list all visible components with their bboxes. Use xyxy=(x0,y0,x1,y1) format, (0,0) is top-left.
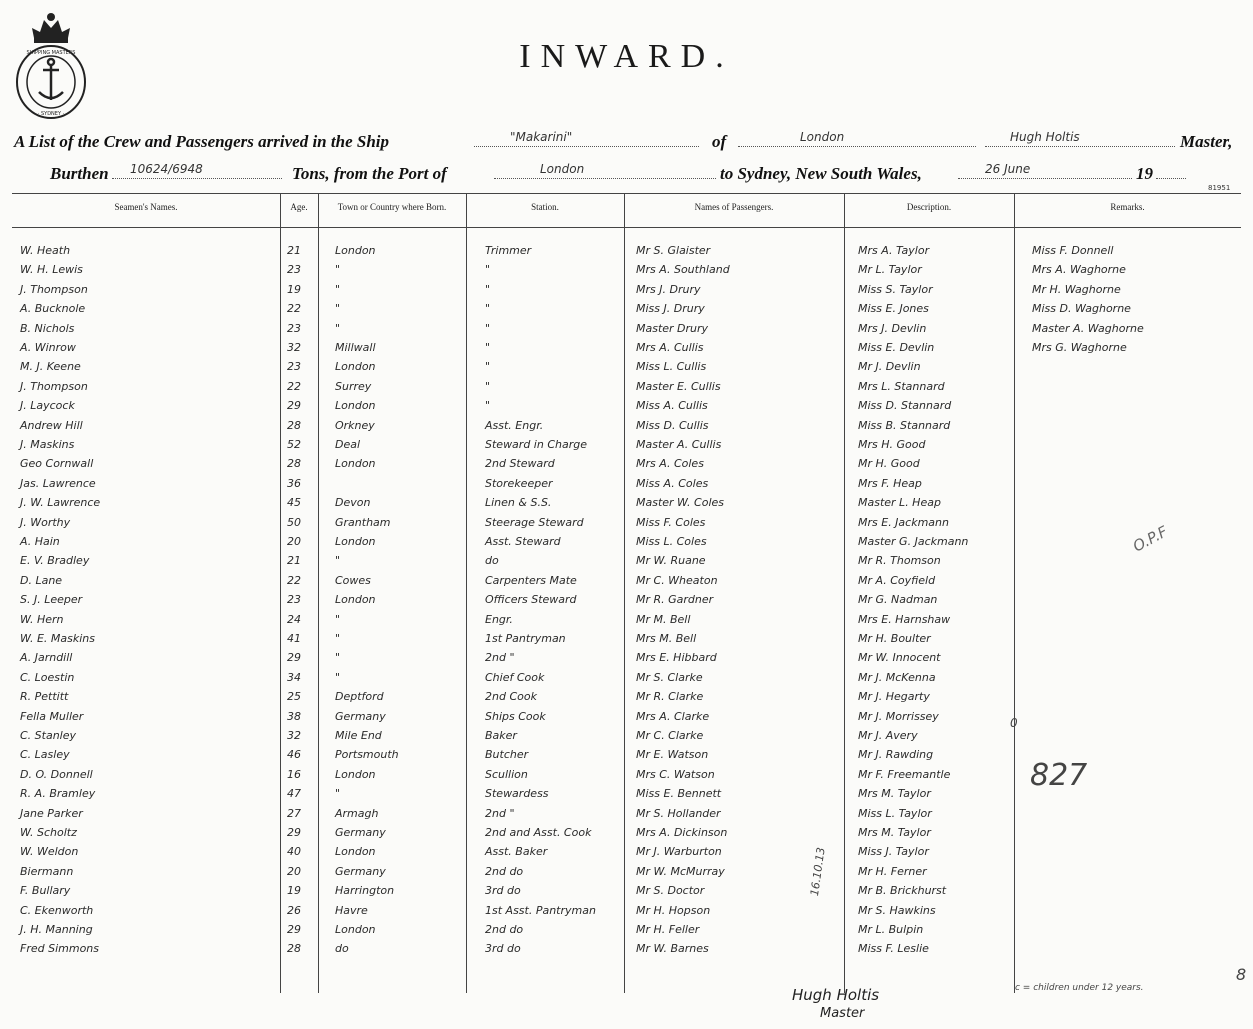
seaman-name: W. E. Maskins xyxy=(20,632,96,645)
col-header-town: Town or Country where Born. xyxy=(337,202,447,212)
table-row xyxy=(0,360,1253,378)
station: " xyxy=(485,263,491,277)
master-name: Hugh Holtis xyxy=(1010,130,1080,144)
seaman-name: J. Maskins xyxy=(20,438,75,451)
passenger-description: Mrs F. Heap xyxy=(858,476,922,490)
station: 3rd do xyxy=(485,942,521,956)
birthplace: Havre xyxy=(335,903,368,917)
table-row xyxy=(0,457,1253,475)
remark: Master A. Waghorne xyxy=(1032,321,1144,335)
age: 22 xyxy=(287,573,301,587)
birthplace: " xyxy=(335,321,341,335)
birthplace: Devon xyxy=(335,496,371,510)
seaman-name: F. Bullary xyxy=(20,884,71,898)
passenger-name: Mr S. Glaister xyxy=(636,244,711,257)
remark: Miss F. Donnell xyxy=(1032,244,1114,257)
table-row xyxy=(0,904,1253,922)
passenger-description: Master L. Heap xyxy=(858,496,941,510)
age: 16 xyxy=(287,767,301,781)
age: 19 xyxy=(287,282,301,296)
birthplace: Orkney xyxy=(335,418,375,432)
age: 26 xyxy=(287,903,301,917)
age: 20 xyxy=(287,535,301,548)
birthplace: " xyxy=(335,302,341,316)
passenger-description: Mrs A. Taylor xyxy=(858,244,930,257)
passenger-name: Mrs A. Dickinson xyxy=(636,826,728,839)
ship-port: London xyxy=(800,130,845,144)
age: 46 xyxy=(287,748,301,762)
table-row xyxy=(0,923,1253,941)
age: 34 xyxy=(287,670,301,684)
passenger-name: Mr S. Hollander xyxy=(636,806,721,820)
birthplace: " xyxy=(335,554,341,568)
age: 22 xyxy=(287,302,301,316)
seaman-name: R. A. Bramley xyxy=(20,787,96,801)
station: Trimmer xyxy=(485,244,532,257)
passenger-description: Mr H. Good xyxy=(858,457,920,471)
passenger-name: Miss L. Cullis xyxy=(636,360,707,374)
arrival-date: 26 June xyxy=(985,162,1031,176)
birthplace: London xyxy=(335,845,376,859)
passenger-name: Mrs M. Bell xyxy=(636,632,697,645)
passenger-name: Mr R. Gardner xyxy=(636,593,714,607)
passenger-name: Mr J. Warburton xyxy=(636,845,722,859)
passenger-name: Mr H. Feller xyxy=(636,923,700,936)
seaman-name: C. Stanley xyxy=(20,729,77,742)
seaman-name: S. J. Leeper xyxy=(20,593,83,607)
seaman-name: J. H. Manning xyxy=(20,923,93,936)
remark: Mrs A. Waghorne xyxy=(1032,263,1126,277)
passenger-name: Master Drury xyxy=(636,321,709,335)
station: 2nd Steward xyxy=(485,457,555,471)
seaman-name: J. Worthy xyxy=(20,515,71,529)
age: 28 xyxy=(287,418,301,432)
table-row xyxy=(0,729,1253,747)
table-top-rule xyxy=(12,193,1241,194)
passenger-name: Mrs A. Cullis xyxy=(636,341,704,354)
passenger-description: Mrs E. Harnshaw xyxy=(858,612,951,626)
passenger-description: Master G. Jackmann xyxy=(858,535,969,548)
seaman-name: E. V. Bradley xyxy=(20,554,90,568)
ship-name-line xyxy=(474,132,699,147)
birthplace: " xyxy=(335,651,341,665)
station: 2nd " xyxy=(485,806,515,820)
passenger-description: Mr J. Avery xyxy=(858,729,918,742)
birthplace: do xyxy=(335,942,349,956)
station: Ships Cook xyxy=(485,709,546,723)
passenger-description: Miss J. Taylor xyxy=(858,845,929,859)
age: 45 xyxy=(287,496,301,510)
passenger-name: Mrs J. Drury xyxy=(636,282,701,296)
passenger-description: Mrs M. Taylor xyxy=(858,787,931,801)
col-header-station: Station. xyxy=(531,202,559,212)
station: Chief Cook xyxy=(485,670,545,684)
birthplace: Portsmouth xyxy=(335,748,399,762)
passenger-description: Mrs E. Jackmann xyxy=(858,515,949,529)
station: Steward in Charge xyxy=(485,438,587,451)
passenger-description: Miss B. Stannard xyxy=(858,418,951,432)
table-row xyxy=(0,399,1253,417)
table-row xyxy=(0,554,1253,572)
age: 27 xyxy=(287,806,301,820)
margin-number: 8 xyxy=(1236,965,1247,984)
table-row xyxy=(0,535,1253,553)
passenger-name: Miss E. Bennett xyxy=(636,787,722,801)
passenger-name: Mr S. Clarke xyxy=(636,670,703,684)
table-row xyxy=(0,516,1253,534)
age: 21 xyxy=(287,554,301,568)
passenger-description: Mr J. Morrissey xyxy=(858,709,939,723)
passenger-name: Miss L. Coles xyxy=(636,535,707,548)
age: 29 xyxy=(287,399,301,413)
tons-from-port-label: Tons, from the Port of xyxy=(292,164,447,183)
age: 36 xyxy=(287,476,301,490)
year-prefix: 19 xyxy=(1136,164,1153,183)
table-row xyxy=(0,574,1253,592)
seaman-name: D. O. Donnell xyxy=(20,767,93,781)
table-row xyxy=(0,845,1253,863)
station: Carpenters Mate xyxy=(485,573,577,587)
station: Asst. Steward xyxy=(485,535,561,548)
seaman-name: W. Hern xyxy=(20,612,64,626)
table-row xyxy=(0,671,1253,689)
age: 23 xyxy=(287,263,301,277)
passenger-description: Mrs L. Stannard xyxy=(858,379,945,393)
table-row xyxy=(0,438,1253,456)
birthplace: London xyxy=(335,535,376,548)
passenger-description: Mr H. Boulter xyxy=(858,632,931,645)
birthplace: " xyxy=(335,263,341,277)
burthen-value: 10624/6948 xyxy=(130,162,203,176)
passenger-description: Mrs H. Good xyxy=(858,438,926,451)
birthplace: Cowes xyxy=(335,573,371,587)
age: 29 xyxy=(287,651,301,665)
table-row xyxy=(0,613,1253,631)
col-header-remarks: Remarks. xyxy=(1110,202,1145,212)
table-row xyxy=(0,477,1253,495)
age: 22 xyxy=(287,379,301,393)
master-label: Master, xyxy=(1180,132,1233,151)
age: 47 xyxy=(287,787,301,801)
birthplace: Millwall xyxy=(335,341,376,354)
birthplace: " xyxy=(335,282,341,296)
remark: Miss D. Waghorne xyxy=(1032,302,1131,316)
passenger-description: Mr R. Thomson xyxy=(858,554,941,568)
passenger-name: Mrs A. Clarke xyxy=(636,709,710,723)
marginal-initials: O.P.F xyxy=(1129,522,1171,556)
passenger-name: Mr W. Barnes xyxy=(636,942,709,956)
seaman-name: Andrew Hill xyxy=(20,418,83,432)
passenger-description: Miss S. Taylor xyxy=(858,282,933,296)
master-signature: Hugh Holtis xyxy=(792,986,880,1004)
age: 28 xyxy=(287,457,301,471)
birthplace: Germany xyxy=(335,709,386,723)
passenger-name: Mrs C. Watson xyxy=(636,767,715,781)
master-signature-title: Master xyxy=(820,1006,865,1021)
table-row xyxy=(0,942,1253,960)
birthplace: Germany xyxy=(335,864,386,878)
station: Baker xyxy=(485,729,517,742)
passenger-name: Miss F. Coles xyxy=(636,515,706,529)
table-row xyxy=(0,244,1253,262)
birthplace: " xyxy=(335,632,341,645)
passenger-description: Miss L. Taylor xyxy=(858,806,932,820)
passenger-description: Mrs M. Taylor xyxy=(858,826,931,839)
seaman-name: J. Thompson xyxy=(20,282,88,296)
passenger-name: Master W. Coles xyxy=(636,496,724,510)
passenger-description: Mr J. McKenna xyxy=(858,670,936,684)
passenger-name: Mrs E. Hibbard xyxy=(636,651,717,665)
col-header-description: Description. xyxy=(906,202,952,212)
age: 20 xyxy=(287,864,301,878)
seaman-name: W. H. Lewis xyxy=(20,263,83,277)
birthplace: Harrington xyxy=(335,884,395,898)
seaman-name: C. Lasley xyxy=(20,748,70,762)
table-row xyxy=(0,419,1253,437)
seaman-name: B. Nichols xyxy=(20,321,75,335)
age: 25 xyxy=(287,690,301,704)
seaman-name: A. Hain xyxy=(20,535,60,548)
seaman-name: Biermann xyxy=(20,864,74,878)
passenger-description: Mr F. Freemantle xyxy=(858,767,951,781)
station: Butcher xyxy=(485,748,529,762)
table-row xyxy=(0,263,1253,281)
table-row xyxy=(0,593,1253,611)
birthplace: Mile End xyxy=(335,729,382,742)
birthplace: London xyxy=(335,457,376,471)
age: 41 xyxy=(287,632,301,645)
table-row xyxy=(0,690,1253,708)
birthplace: " xyxy=(335,612,341,626)
birthplace: London xyxy=(335,923,376,936)
table-row xyxy=(0,341,1253,359)
table-row xyxy=(0,651,1253,669)
birthplace: London xyxy=(335,399,376,413)
age: 23 xyxy=(287,593,301,607)
age: 23 xyxy=(287,321,301,335)
table-header-rule xyxy=(12,227,1241,228)
passenger-name: Mr R. Clarke xyxy=(636,690,704,704)
table-row xyxy=(0,865,1253,883)
station: 1st Asst. Pantryman xyxy=(485,903,596,917)
seaman-name: Jane Parker xyxy=(20,806,83,820)
passenger-description: Mr G. Nadman xyxy=(858,593,938,607)
seaman-name: W. Heath xyxy=(20,244,71,257)
seaman-name: Geo Cornwall xyxy=(20,457,94,471)
station: Linen & S.S. xyxy=(485,496,552,510)
seaman-name: A. Jarndill xyxy=(20,651,73,665)
seaman-name: D. Lane xyxy=(20,573,63,587)
age: 24 xyxy=(287,612,301,626)
station: " xyxy=(485,282,491,296)
passenger-description: Miss E. Jones xyxy=(858,302,929,316)
passenger-description: Miss E. Devlin xyxy=(858,341,935,354)
passenger-name: Miss D. Cullis xyxy=(636,418,709,432)
table-row xyxy=(0,826,1253,844)
table-row xyxy=(0,283,1253,301)
ship-list-heading: A List of the Crew and Passengers arrived in the Ship xyxy=(14,132,389,151)
passenger-description: Miss D. Stannard xyxy=(858,399,952,413)
age: 52 xyxy=(287,438,301,451)
station: 2nd " xyxy=(485,651,515,665)
passenger-description: Mr L. Bulpin xyxy=(858,923,924,936)
age: 19 xyxy=(287,884,301,898)
passenger-description: Mr W. Innocent xyxy=(858,651,941,665)
station: Asst. Baker xyxy=(485,845,548,859)
station: " xyxy=(485,360,491,374)
passenger-description: Mr A. Coyfield xyxy=(858,573,936,587)
seaman-name: J. W. Lawrence xyxy=(20,496,101,510)
col-header-passengers: Names of Passengers. xyxy=(694,202,774,212)
station: " xyxy=(485,379,491,393)
station: Storekeeper xyxy=(485,476,553,490)
passenger-description: Mr J. Rawding xyxy=(858,748,934,762)
age: 38 xyxy=(287,709,301,723)
station: Officers Steward xyxy=(485,593,577,607)
svg-text:· SYDNEY ·: · SYDNEY · xyxy=(37,111,65,117)
passenger-name: Mrs A. Southland xyxy=(636,263,730,277)
station: 2nd do xyxy=(485,864,524,878)
birthplace: Germany xyxy=(335,826,386,839)
age: 40 xyxy=(287,845,301,859)
passenger-name: Mr W. Ruane xyxy=(636,554,706,568)
passenger-name: Miss A. Coles xyxy=(636,476,709,490)
handwritten-number: 827 xyxy=(1030,758,1088,793)
birthplace: London xyxy=(335,360,376,374)
seaman-name: R. Pettitt xyxy=(20,690,69,704)
table-row xyxy=(0,884,1253,902)
form-number: 81951 xyxy=(1208,184,1231,192)
of-label: of xyxy=(712,132,727,151)
margin-mark: 0 xyxy=(1010,716,1018,730)
remark: Mrs G. Waghorne xyxy=(1032,341,1127,354)
passenger-name: Mrs A. Coles xyxy=(636,457,704,471)
station: Scullion xyxy=(485,767,528,781)
ship-port-line xyxy=(738,132,976,147)
birthplace: Deal xyxy=(335,438,361,451)
seaman-name: W. Scholtz xyxy=(20,826,77,839)
station: " xyxy=(485,321,491,335)
passenger-description: Mr J. Devlin xyxy=(858,360,921,374)
station: do xyxy=(485,554,499,568)
children-footnote: c = children under 12 years. xyxy=(1015,983,1144,993)
seaman-name: Jas. Lawrence xyxy=(20,476,96,490)
passenger-description: Mr B. Brickhurst xyxy=(858,884,947,898)
passenger-description: Mr S. Hawkins xyxy=(858,903,936,917)
birthplace: " xyxy=(335,670,341,684)
table-row xyxy=(0,807,1253,825)
side-date-stamp: 16.10.13 xyxy=(808,846,828,897)
col-header-age: Age. xyxy=(290,202,308,212)
station: Asst. Engr. xyxy=(485,418,544,432)
passenger-name: Miss A. Cullis xyxy=(636,399,708,413)
passenger-name: Mr C. Clarke xyxy=(636,729,704,742)
seaman-name: M. J. Keene xyxy=(20,360,81,374)
table-row xyxy=(0,302,1253,320)
age: 32 xyxy=(287,341,301,354)
age: 29 xyxy=(287,923,301,936)
table-row xyxy=(0,710,1253,728)
birthplace: Armagh xyxy=(335,806,379,820)
birthplace: London xyxy=(335,767,376,781)
svg-text:SHIPPING MASTERS: SHIPPING MASTERS xyxy=(26,50,76,56)
station: Stewardess xyxy=(485,787,549,801)
station: 2nd and Asst. Cook xyxy=(485,826,592,839)
passenger-description: Mrs J. Devlin xyxy=(858,321,927,335)
seaman-name: Fred Simmons xyxy=(20,942,99,956)
burthen-label: Burthen xyxy=(50,164,109,183)
station: " xyxy=(485,341,491,354)
seaman-name: A. Winrow xyxy=(20,341,76,354)
station: 3rd do xyxy=(485,884,521,898)
passenger-name: Mr C. Wheaton xyxy=(636,573,718,587)
seaman-name: Fella Muller xyxy=(20,709,84,723)
passenger-name: Master E. Cullis xyxy=(636,379,721,393)
passenger-name: Mr S. Doctor xyxy=(636,884,705,898)
birthplace: Deptford xyxy=(335,690,384,704)
passenger-description: Miss F. Leslie xyxy=(858,942,929,956)
station: 1st Pantryman xyxy=(485,632,566,645)
ship-name: "Makarini" xyxy=(510,130,573,144)
passenger-name: Master A. Cullis xyxy=(636,438,722,451)
page-title: INWARD. xyxy=(519,38,734,75)
station: 2nd do xyxy=(485,923,524,936)
birthplace: " xyxy=(335,787,341,801)
age: 23 xyxy=(287,360,301,374)
birthplace: London xyxy=(335,244,376,257)
seaman-name: J. Thompson xyxy=(20,379,88,393)
birthplace: Surrey xyxy=(335,379,372,393)
station: Steerage Steward xyxy=(485,515,584,529)
passenger-name: Mr H. Hopson xyxy=(636,903,711,917)
passenger-description: Mr L. Taylor xyxy=(858,263,922,277)
passenger-description: Mr J. Hegarty xyxy=(858,690,930,704)
table-row xyxy=(0,496,1253,514)
station: " xyxy=(485,399,491,413)
birthplace: London xyxy=(335,593,376,607)
remark: Mr H. Waghorne xyxy=(1032,282,1121,296)
seaman-name: W. Weldon xyxy=(20,845,79,859)
passenger-name: Mr E. Watson xyxy=(636,748,709,762)
seaman-name: J. Laycock xyxy=(20,399,75,413)
col-header-seamen: Seamen's Names. xyxy=(114,202,178,212)
from-port: London xyxy=(540,162,585,176)
birthplace: Grantham xyxy=(335,515,391,529)
from-port-line xyxy=(494,164,716,179)
age: 50 xyxy=(287,515,301,529)
year-line xyxy=(1156,164,1186,179)
seaman-name: C. Loestin xyxy=(20,670,75,684)
seaman-name: C. Ekenworth xyxy=(20,903,94,917)
to-sydney-label: to Sydney, New South Wales, xyxy=(720,164,922,183)
passenger-name: Mr W. McMurray xyxy=(636,864,725,878)
station: 2nd Cook xyxy=(485,690,537,704)
seaman-name: A. Bucknole xyxy=(20,302,86,316)
age: 32 xyxy=(287,729,301,742)
station: " xyxy=(485,302,491,316)
table-row xyxy=(0,632,1253,650)
passenger-name: Mr M. Bell xyxy=(636,612,691,626)
age: 28 xyxy=(287,942,301,956)
table-row xyxy=(0,322,1253,340)
station: Engr. xyxy=(485,612,513,626)
age: 29 xyxy=(287,826,301,839)
passenger-description: Mr H. Ferner xyxy=(858,864,927,878)
table-row xyxy=(0,380,1253,398)
age: 21 xyxy=(287,244,301,257)
passenger-name: Miss J. Drury xyxy=(636,302,705,316)
